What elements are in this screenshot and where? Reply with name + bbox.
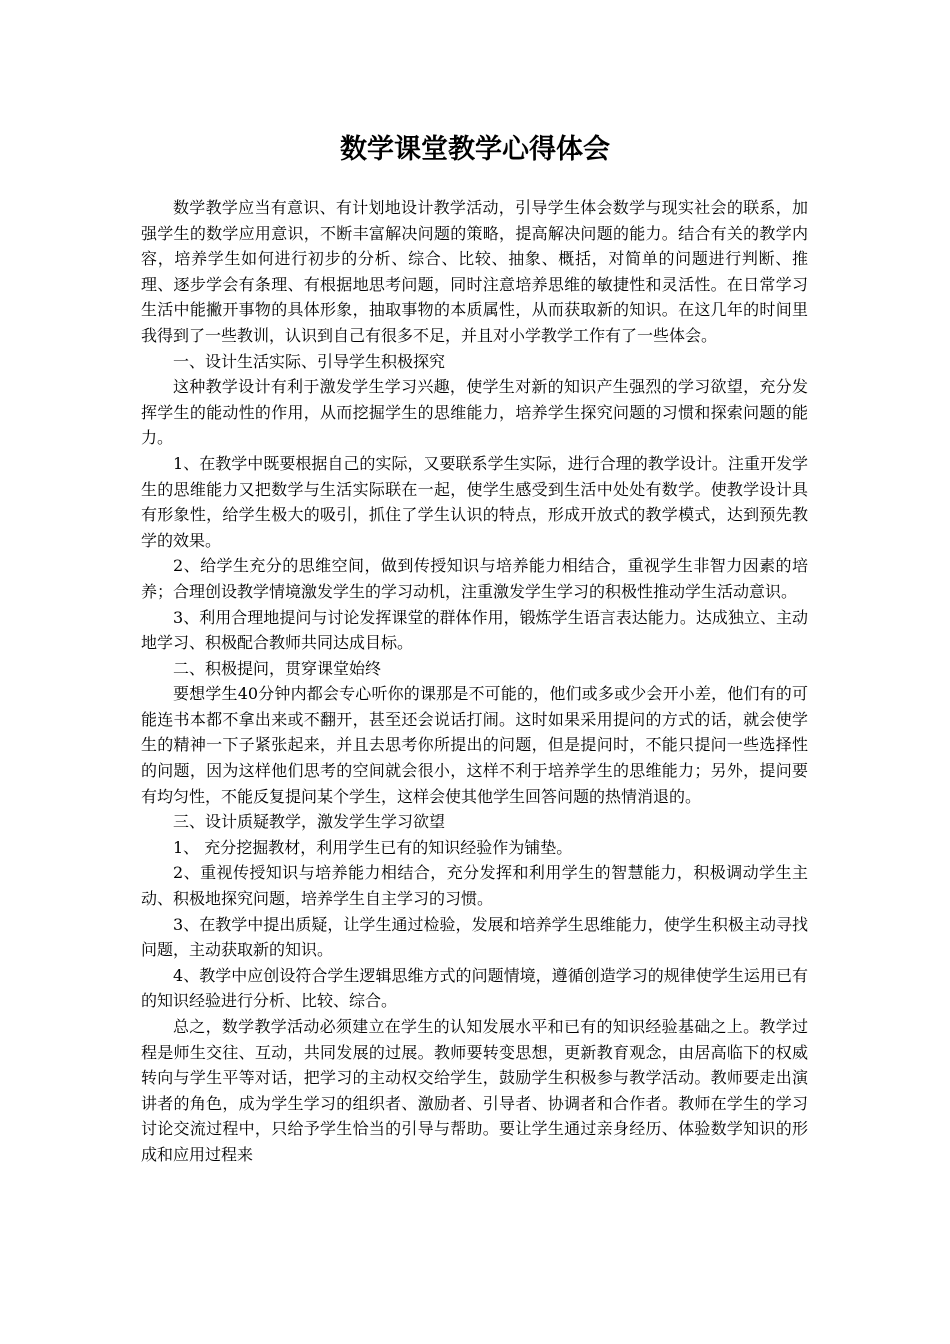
list-item: 3、利用合理地提问与讨论发挥课堂的群体作用，锻炼学生语言表达能力。达成独立、主动地学习、积极配合教师共同达成目标。 (141, 607, 808, 653)
list-item: 3、在教学中提出质疑，让学生通过检验，发展和培养学生思维能力，使学生积极主动寻找问题，主动获取新的知识。 (141, 914, 808, 960)
paragraph-conclusion: 总之，数学教学活动必须建立在学生的认知发展水平和已有的知识经验基础之上。教学过程是师生交往、互动，共同发展的过展。教师要转变思想，更新教育观念，由居高临下的权威转向与学生平等对话，把学习的主动权交给学生，鼓励学生积极参与教学活动。教师要走出演讲者的角色，成为学生学习的组织者、激励者、引导者、协调者和合作者。教师在学生的学习讨论交流过程中，只给予学生恰当的引导与帮助。要让学生通过亲身经历、体验数学知识的形成和应用过程来 (141, 1017, 808, 1164)
list-item: 4、教学中应创设符合学生逻辑思维方式的问题情境，遵循创造学习的规律使学生运用已有的知识经验进行分析、比较、综合。 (141, 965, 808, 1011)
paragraph: 要想学生40分钟内都会专心听你的课那是不可能的，他们或多或少会开小差，他们有的可能连书本都不拿出来或不翻开，甚至还会说话打闹。这时如果采用提问的方式的话，就会使学生的精神一下子紧张起来，并且去思考你所提出的问题，但是提问时，不能只提问一些选择性的问题，因为这样他们思考的空间就会很小，这样不利于培养学生的思维能力；另外，提问要有均匀性，不能反复提问某个学生，这样会使其他学生回答问题的热情消退的。 (141, 684, 808, 806)
list-item: 2、重视传授知识与培养能力相结合，充分发挥和利用学生的智慧能力，积极调动学生主动、积极地探究问题，培养学生自主学习的习惯。 (141, 863, 808, 909)
list-item: 1、在教学中既要根据自己的实际，又要联系学生实际，进行合理的教学设计。注重开发学生的思维能力又把数学与生活实际联在一起，使学生感受到生活中处处有数学。使教学设计具有形象性，给学生极大的吸引，抓住了学生认识的特点，形成开放式的教学模式，达到预先教学的效果。 (141, 453, 808, 550)
section-heading-3: 三、设计质疑教学，激发学生学习欲望 (173, 812, 446, 832)
list-item: 1、 充分挖掘教材，利用学生已有的知识经验作为铺垫。 (173, 837, 573, 857)
list-item: 2、给学生充分的思维空间，做到传授知识与培养能力相结合，重视学生非智力因素的培养；合理创设教学情境激发学生的学习动机，注重激发学生学习的积极性推动学生活动意识。 (141, 556, 808, 601)
paragraph-intro: 数学教学应当有意识、有计划地设计教学活动，引导学生体会数学与现实社会的联系，加强学生的数学应用意识，不断丰富解决问题的策略，提高解决问题的能力。结合有关的教学内容，培养学生如何进行初步的分析、综合、比较、抽象、概括，对简单的问题进行判断、推理、逐步学会有条理、有根据地思考问题，同时注意培养思维的敏捷性和灵活性。在日常学习生活中能撇开事物的具体形象，抽取事物的本质属性，从而获取新的知识。在这几年的时间里我得到了一些教训，认识到自己有很多不足，并且对小学教学工作有了一些体会。 (141, 198, 808, 345)
section-heading-2: 二、积极提问，贯穿课堂始终 (173, 658, 382, 678)
paragraph: 这种教学设计有利于激发学生学习兴趣，使学生对新的知识产生强烈的学习欲望，充分发挥学生的能动性的作用，从而挖掘学生的思维能力，培养学生探究问题的习惯和探索问题的能力。 (141, 377, 808, 448)
document-body (141, 195, 808, 1168)
section-heading-1: 一、设计生活实际、引导学生积极探究 (173, 351, 446, 371)
document-title: 数学课堂教学心得体会 (340, 134, 610, 165)
